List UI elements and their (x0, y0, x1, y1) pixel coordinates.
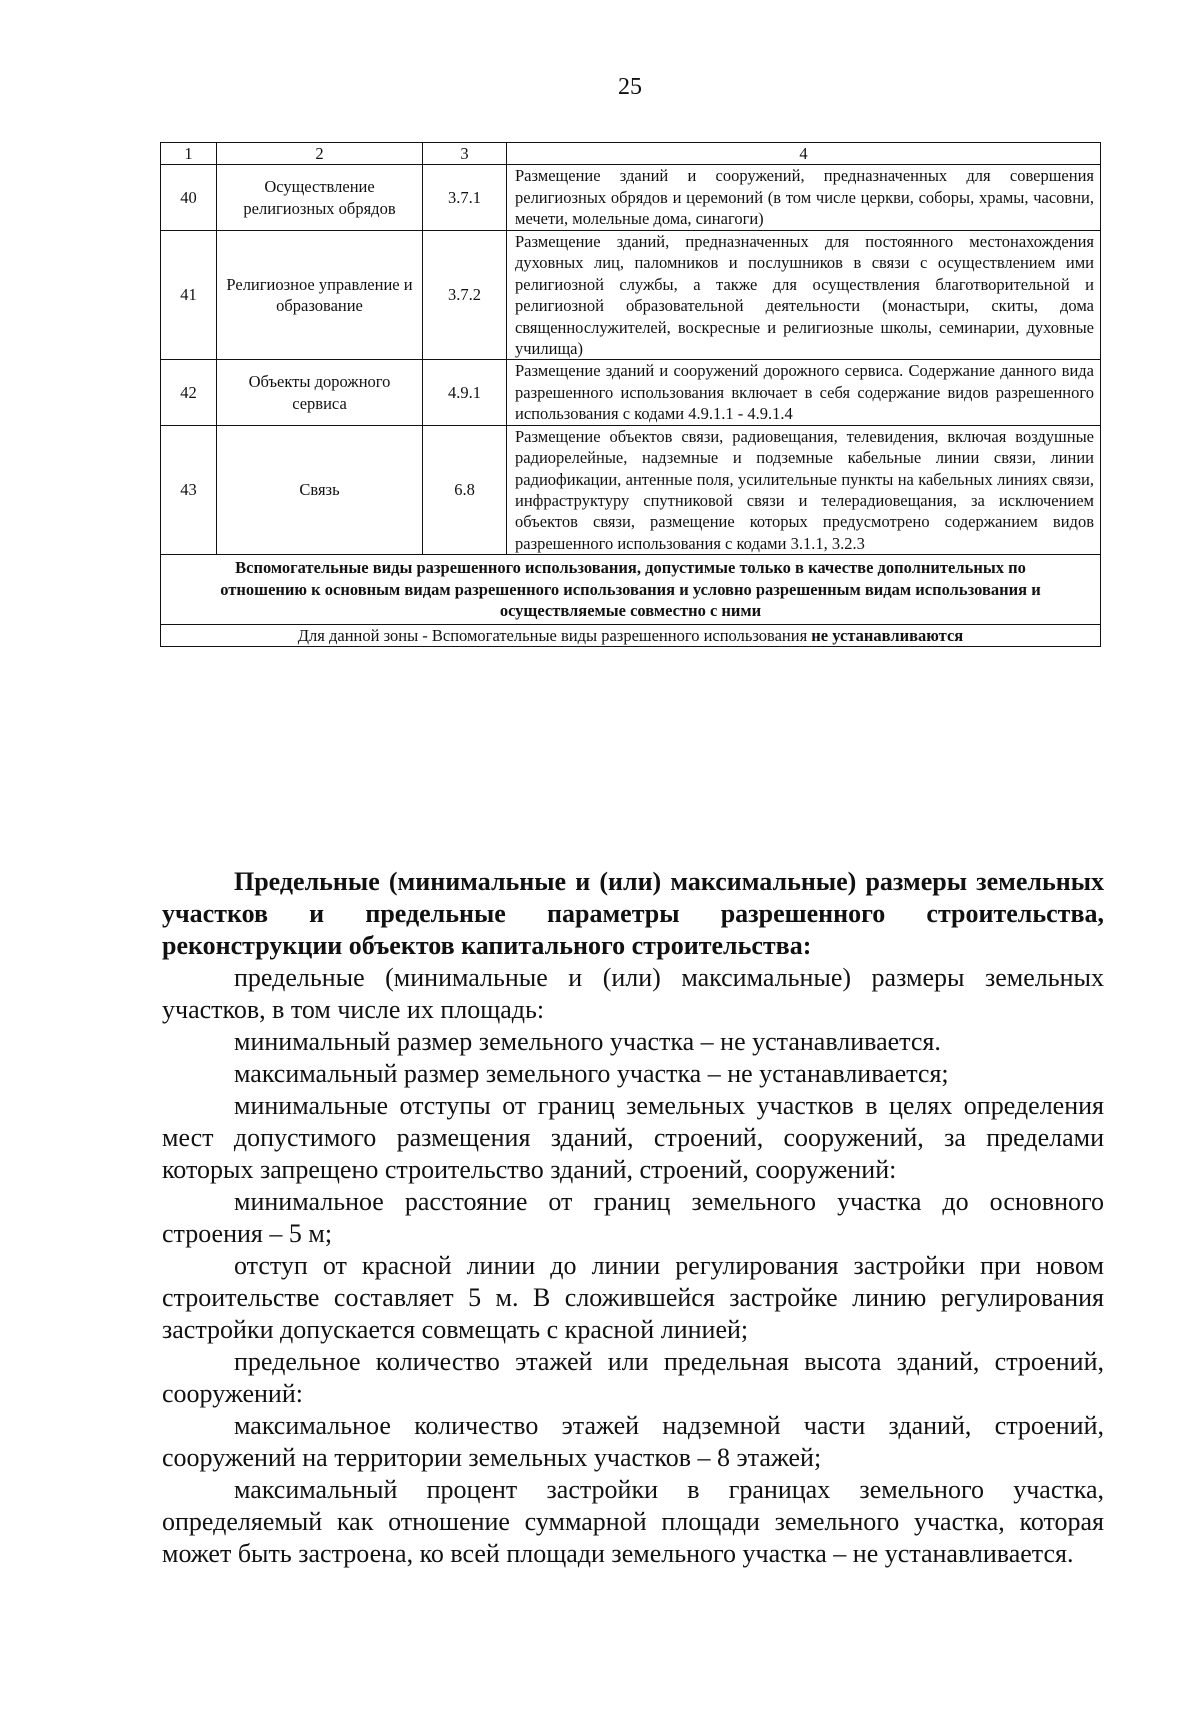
use-type-description: Размещение зданий и сооружений, предназначенных для совершения религиозных обрядов и церемоний (в том числе церкви, соборы, храмы, часовни, мечети, молельные дома, синагоги) (507, 165, 1101, 230)
use-type-description: Размещение объектов связи, радиовещания, телевидения, включая воздушные радиорелейные, надземные и подземные кабельные линии связи, линии радиофикации, антенные поля, усилительные пункты на кабельных линиях связи, инфраструктуру спутниковой связи и телерадиовещания, за исключением объектов связи, размещение которых предусмотрено содержанием видов разрешенного использования с кодами 3.1.1, 3.2.3 (507, 425, 1101, 555)
aux-uses-note (161, 624, 1101, 646)
header-cell: 1 (161, 143, 217, 165)
header-cell: 4 (507, 143, 1101, 165)
table-header-row (161, 143, 1101, 165)
use-type-code: 6.8 (423, 425, 507, 555)
row-number: 43 (161, 425, 217, 555)
paragraph: отступ от красной линии до линии регулирования застройки при новом строительстве составляет 5 м. В сложившейся застройке линию регулирования застройки допускается совмещать с красной линией; (162, 1251, 1104, 1344)
paragraph: максимальный процент застройки в границах земельного участка, определяемый как отношение суммарной площади земельного участка, которая может быть застроена, ко всей площади земельного участка – не устанавливается. (162, 1475, 1104, 1568)
paragraph: максимальный размер земельного участка – не устанавливается; (234, 1059, 949, 1088)
paragraph: минимальный размер земельного участка – не устанавливается. (234, 1027, 941, 1056)
use-type-name: Объекты дорожного сервиса (217, 360, 423, 425)
paragraph: максимальное количество этажей надземной части зданий, строений, сооружений на территории земельных участков – 8 этажей; (162, 1411, 1104, 1472)
use-type-name: Связь (217, 425, 423, 555)
paragraph: предельное количество этажей или предельная высота зданий, строений, сооружений: (162, 1347, 1104, 1408)
aux-uses-title: Вспомогательные виды разрешенного использования, допустимые только в качестве дополнительных по отношению к основным видам разрешенного использования и условно разрешенным видам использования и осуществляемые совместно с ними (161, 555, 1101, 624)
row-number: 40 (161, 165, 217, 230)
table-row (161, 165, 1101, 230)
use-type-description: Размещение зданий и сооружений дорожного сервиса. Содержание данного вида разрешенного использования включает в себя содержание видов разрешенного использования с кодами 4.9.1.1 - 4.9.1.4 (507, 360, 1101, 425)
paragraph: предельные (минимальные и (или) максимальные) размеры земельных участков, в том числе их площадь: (162, 963, 1104, 1024)
limits-section (162, 866, 1104, 1570)
land-use-table (160, 142, 1101, 647)
row-number: 42 (161, 360, 217, 425)
use-type-code: 4.9.1 (423, 360, 507, 425)
header-cell: 2 (217, 143, 423, 165)
header-cell: 3 (423, 143, 507, 165)
section-title: Предельные (минимальные и (или) максимальные) размеры земельных участков и предельные параметры разрешенного строительства, реконструкции объектов капитального строительства: (162, 867, 1104, 960)
row-number: 41 (161, 230, 217, 360)
aux-title-row (161, 555, 1101, 624)
table-row (161, 230, 1101, 360)
use-type-description: Размещение зданий, предназначенных для постоянного местонахождения духовных лиц, паломников и послушников в связи с осуществлением ими религиозной службы, а также для осуществления благотворительной и религиозной образовательной деятельности (монастыри, скиты, дома священнослужителей, воскресные и религиозные школы, семинарии, духовные училища) (507, 230, 1101, 360)
use-type-name: Осуществление религиозных обрядов (217, 165, 423, 230)
paragraph: минимальные отступы от границ земельных участков в целях определения мест допустимого размещения зданий, строений, сооружений, за пределами которых запрещено строительство зданий, строений, сооружений: (162, 1091, 1104, 1184)
table-row (161, 425, 1101, 555)
aux-note-emphasis: не устанавливаются (811, 625, 964, 645)
page-number: 25 (618, 74, 642, 100)
aux-note-text: Для данной зоны - Вспомогательные виды разрешенного использования (297, 625, 812, 645)
use-type-code: 3.7.2 (423, 230, 507, 360)
use-type-name: Религиозное управление и образование (217, 230, 423, 360)
table-row (161, 360, 1101, 425)
aux-note-row (161, 624, 1101, 646)
paragraph: минимальное расстояние от границ земельного участка до основного строения – 5 м; (162, 1187, 1104, 1248)
use-type-code: 3.7.1 (423, 165, 507, 230)
